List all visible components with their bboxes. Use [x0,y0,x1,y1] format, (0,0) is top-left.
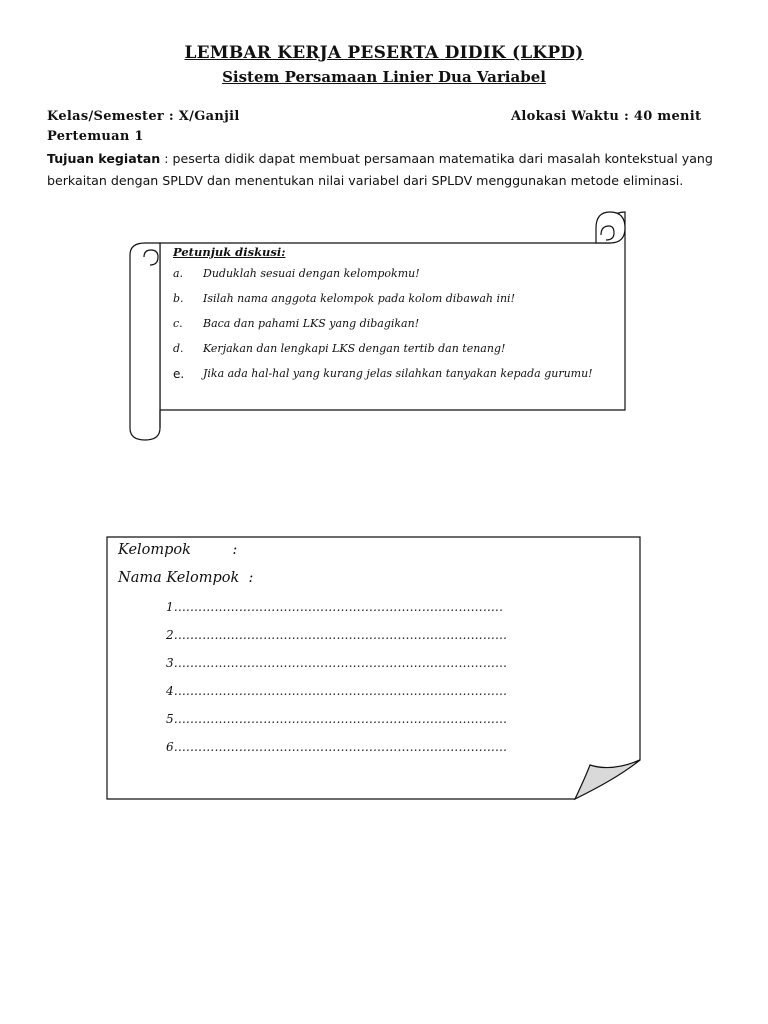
instruction-text: Duduklah sesuai dengan kelompokmu! [203,267,420,280]
member-line[interactable]: 6.……………………………………………………………………… [166,740,508,754]
instruction-text: Kerjakan dan lengkapi LKS dengan tertib dan tenang! [203,342,506,355]
instruction-text: Jika ada hal-hal yang kurang jelas silahkan tanyakan kepada gurumu! [203,367,593,380]
member-line[interactable]: 1.…………………………………………………………………….. [166,600,504,614]
instruction-letter: c. [173,317,183,330]
group-names-label: Nama Kelompok : [118,570,254,586]
group-info-area [118,542,628,768]
worksheet-title: LEMBAR KERJA PESERTA DIDIK (LKPD) [184,43,584,63]
objective-label: Tujuan kegiatan [47,151,161,166]
instruction-text: Baca dan pahami LKS yang dibagikan! [203,317,420,330]
group-label: Kelompok : [118,542,238,558]
instruction-letter: e. [173,367,185,381]
instruction-letter: b. [173,292,184,305]
instructions-heading: Petunjuk diskusi: [173,245,286,259]
instruction-letter: a. [173,267,184,280]
worksheet-subtitle: Sistem Persamaan Linier Dua Variabel [222,68,546,86]
instruction-letter: d. [173,342,184,355]
objective-text: : peserta didik dapat membuat persamaan matematika dari masalah kontekstual yang berkaitan dengan SPLDV dan menentukan nilai variabel dari SPLDV menggunakan metode eliminasi. [47,151,713,188]
member-line[interactable]: 3.……………………………………………………………………… [166,656,508,670]
instruction-text: Isilah nama anggota kelompok pada kolom dibawah ini! [203,292,515,305]
meeting-number: Pertemuan 1 [47,129,144,144]
time-allocation: Alokasi Waktu : 40 menit [511,109,702,124]
class-semester: Kelas/Semester : X/Ganjil [47,109,240,124]
member-line[interactable]: 5.……………………………………………………………………… [166,712,508,726]
member-line[interactable]: 4.……………………………………………………………………… [166,684,508,698]
member-line[interactable]: 2.……………………………………………………………………… [166,628,508,642]
